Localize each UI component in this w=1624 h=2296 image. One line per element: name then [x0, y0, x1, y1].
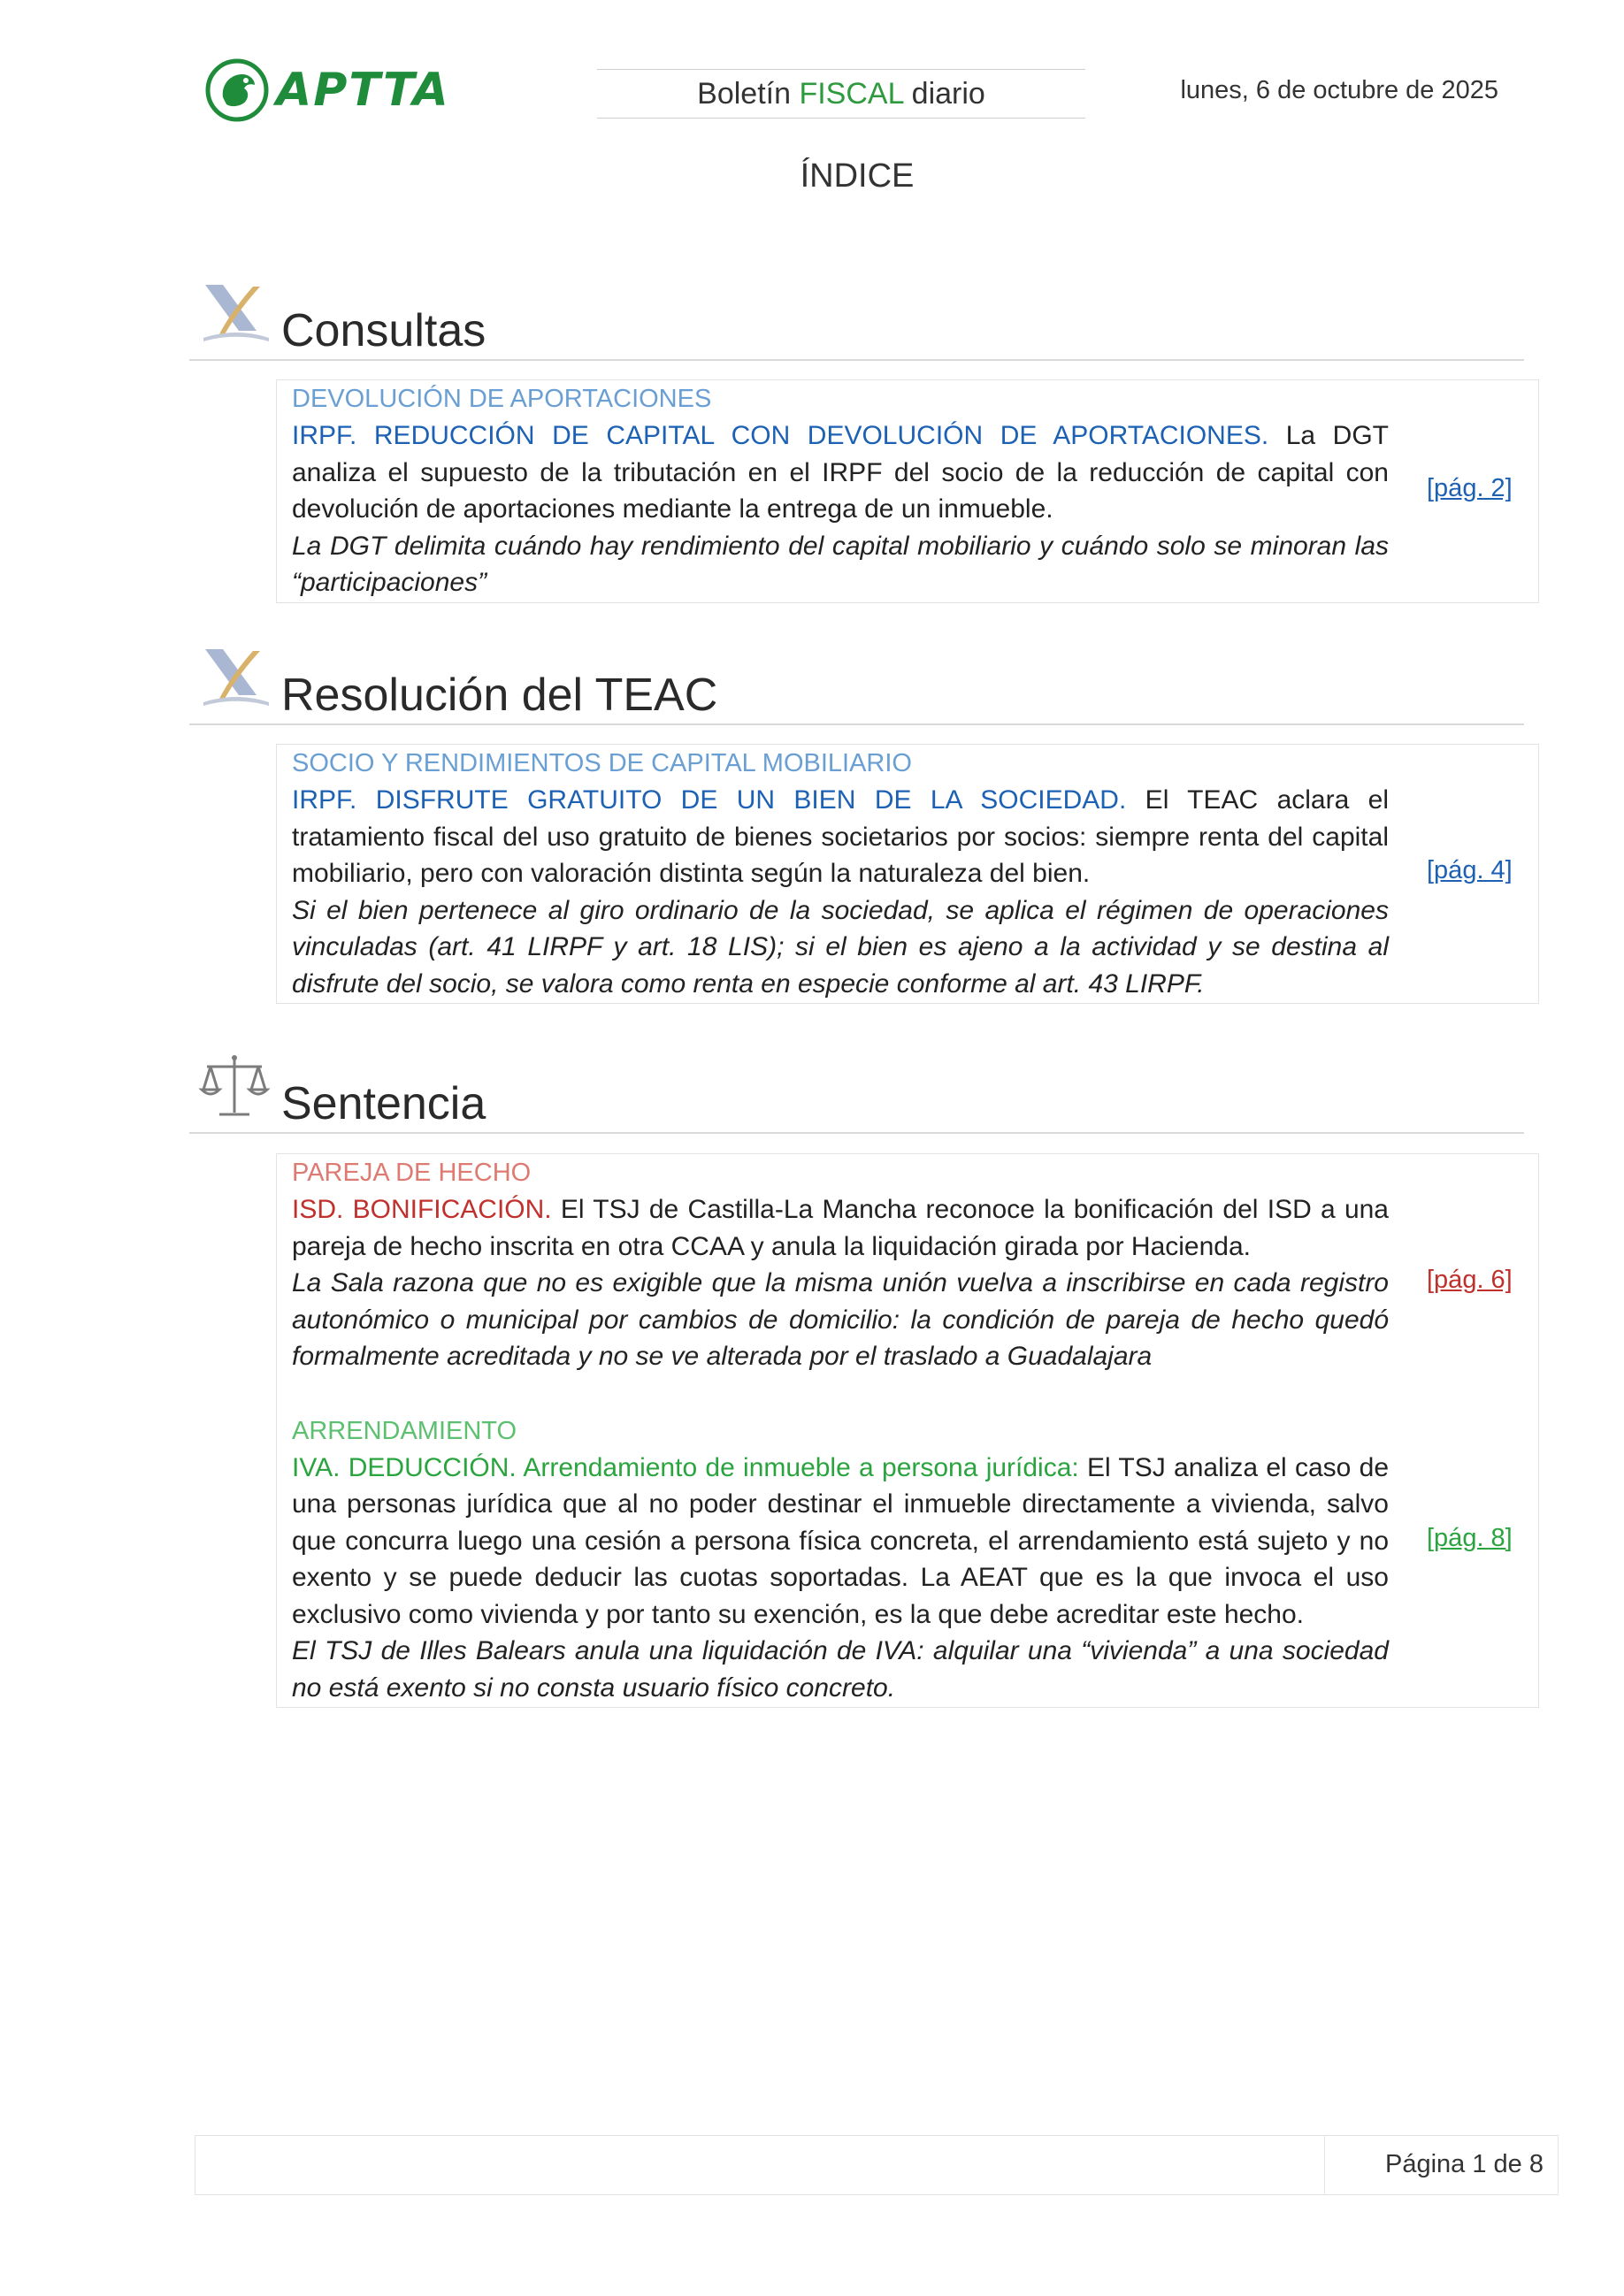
- bulletin-title-highlight: FISCAL: [799, 77, 904, 111]
- entry-summary: La DGT analiza el supuesto de la tributación en el IRPF del socio de la reducción de capital con devolución de aportaciones mediante la entrega de un inmueble.: [292, 421, 1389, 524]
- index-entry: [277, 745, 1538, 1002]
- entry-headline[interactable]: IVA. DEDUCCIÓN. Arrendamiento de inmueble a persona jurídica:: [292, 1452, 1079, 1482]
- section-title: Resolución del TEAC: [281, 670, 718, 721]
- entry-summary: El TEAC aclara el tratamiento fiscal del uso gratuito de bienes societarios por socios: siempre renta del capital mobiliario, pero con valoración distinta según la naturaleza del bien.: [292, 785, 1389, 888]
- entry-category: SOCIO Y RENDIMIENTOS DE CAPITAL MOBILIARIO: [292, 749, 912, 777]
- aptta-logo-icon: [205, 58, 269, 122]
- scales-of-justice-icon: [198, 1052, 271, 1123]
- entry-box-sentencia: [276, 1153, 1539, 1708]
- entry-summary: El TSJ de Castilla-La Mancha reconoce la bonificación del ISD a una pareja de hecho inscrita en otra CCAA y anula la liquidación girada por Hacienda.: [292, 1195, 1389, 1261]
- entry-note: La DGT delimita cuándo hay rendimiento del capital mobiliario y cuándo solo se minoran las “participaciones”: [292, 531, 1389, 597]
- entry-headline[interactable]: IRPF. REDUCCIÓN DE CAPITAL CON DEVOLUCIÓN DE APORTACIONES.: [292, 421, 1269, 450]
- entry-headline[interactable]: IRPF. DISFRUTE GRATUITO DE UN BIEN DE LA SOCIEDAD.: [292, 785, 1127, 815]
- page-footer: [195, 2135, 1559, 2195]
- logo-text: APTTA: [276, 64, 450, 117]
- index-entry: [277, 380, 1538, 601]
- entry-category: DEVOLUCIÓN DE APORTACIONES: [292, 385, 712, 413]
- entry-category: PAREJA DE HECHO: [292, 1159, 532, 1187]
- page-reference-link[interactable]: [pág. 4]: [1427, 856, 1513, 884]
- entry-note: El TSJ de Illes Balears anula una liquidación de IVA: alquilar una “vivienda” a una sociedad no está exento si no consta usuario físico concreto.: [292, 1636, 1389, 1703]
- index-title: ÍNDICE: [800, 157, 915, 195]
- footer-divider: [1324, 2136, 1325, 2194]
- bulletin-title-suffix: diario: [903, 77, 985, 111]
- bulletin-title-prefix: Boletín: [697, 77, 800, 111]
- section-title: Sentencia: [281, 1078, 486, 1129]
- bulletin-title: [597, 69, 1085, 119]
- section-title: Consultas: [281, 305, 486, 356]
- entry-note: La Sala razona que no es exigible que la misma unión vuelva a inscribirse en cada registro autonómico o municipal por cambios de domicilio: la condición de pareja de hecho quedó formalmente acreditada y no se ve alterada por el traslado a Guadalajara: [292, 1268, 1389, 1371]
- entry-box-teac: [276, 744, 1539, 1004]
- entry-summary: El TSJ analiza el caso de una personas jurídica que al no poder destinar el inmueble directamente a vivienda, salvo que concurra luego una cesión a persona física concreta, el arrendamiento está sujeto y no exento y se puede deducir las cuotas soportadas. La AEAT que es la que invoca el uso exclusivo como vivienda y por tanto su exención, es la que debe acreditar este hecho.: [292, 1452, 1390, 1629]
- entry-headline[interactable]: ISD. BONIFICACIÓN.: [292, 1195, 552, 1224]
- page-reference-link[interactable]: [pág. 6]: [1427, 1266, 1513, 1294]
- company-logo: [205, 58, 450, 122]
- entry-category: ARRENDAMIENTO: [292, 1416, 517, 1445]
- page-reference-link[interactable]: [pág. 2]: [1427, 474, 1513, 502]
- index-entry: [277, 1154, 1538, 1375]
- aeat-logo-icon: [198, 279, 271, 350]
- entry-note: Si el bien pertenece al giro ordinario de la sociedad, se aplica el régimen de operaciones vinculadas (art. 41 LIRPF y art. 18 LIS); si el bien es ajeno a la actividad y se destina al disfrute del socio, se valora como renta en especie conforme al art. 43 LIRPF.: [292, 895, 1389, 999]
- section-header-sentencia: [189, 1049, 1524, 1134]
- entry-box-consultas: [276, 379, 1539, 603]
- aeat-logo-icon: [198, 644, 271, 715]
- section-header-teac: [189, 640, 1524, 725]
- index-entry: [277, 1412, 1538, 1707]
- page-number: Página 1 de 8: [1385, 2150, 1544, 2178]
- section-header-consultas: [189, 276, 1524, 361]
- bulletin-date: lunes, 6 de octubre de 2025: [1180, 76, 1498, 104]
- page-reference-link[interactable]: [pág. 8]: [1427, 1523, 1513, 1552]
